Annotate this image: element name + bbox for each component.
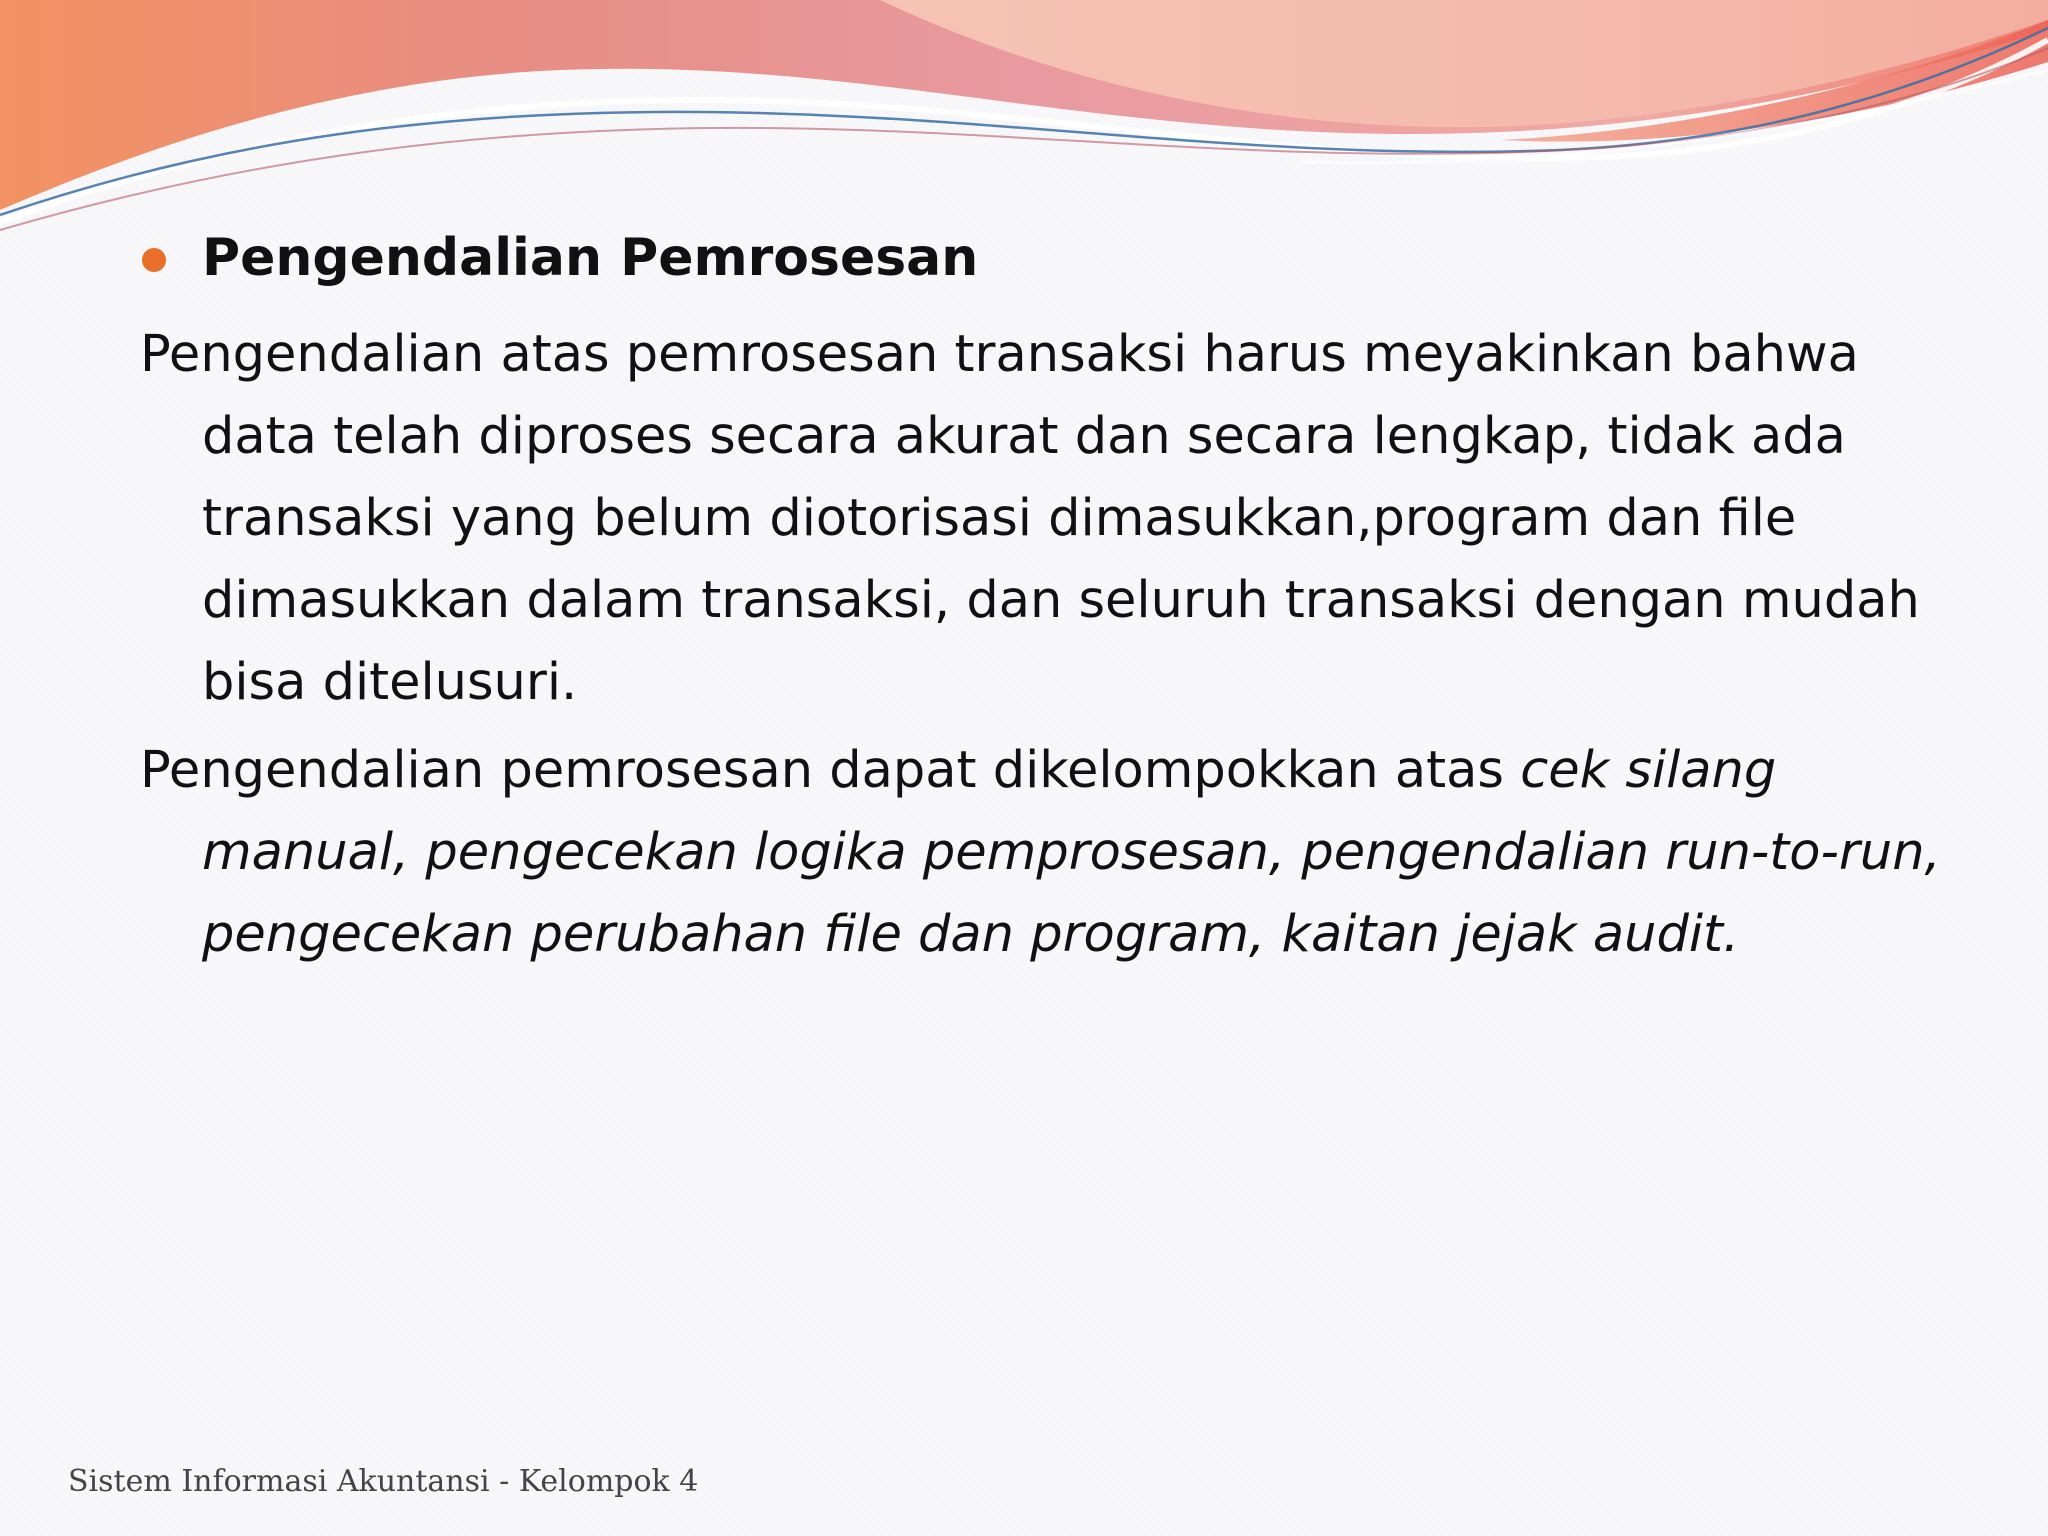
slide-body	[140, 216, 1960, 982]
header-banner	[0, 0, 2048, 250]
bullet-dot-icon	[142, 248, 166, 272]
bullet-heading	[202, 216, 1960, 300]
paragraph-2-lead: Pengendalian pemrosesan dapat dikelompokkan atas	[140, 741, 1521, 800]
heading-text: Pengendalian Pemrosesan	[202, 228, 979, 288]
paragraph-2	[140, 730, 1960, 976]
slide-footer: Sistem Informasi Akuntansi - Kelompok 4	[68, 1464, 699, 1499]
paragraph-2-italic: cek silang manual, pengecekan logika pemprosesan, pengendalian run-to-run, pengecekan perubahan file dan program, kaitan jejak audit.	[202, 741, 1941, 964]
paragraph-1: Pengendalian atas pemrosesan transaksi harus meyakinkan bahwa data telah diproses secara akurat dan secara lengkap, tidak ada transaksi yang belum diotorisasi dimasukkan,program dan file dimasukkan dalam transaksi, dan seluruh transaksi dengan mudah bisa ditelusuri.	[140, 325, 1920, 712]
